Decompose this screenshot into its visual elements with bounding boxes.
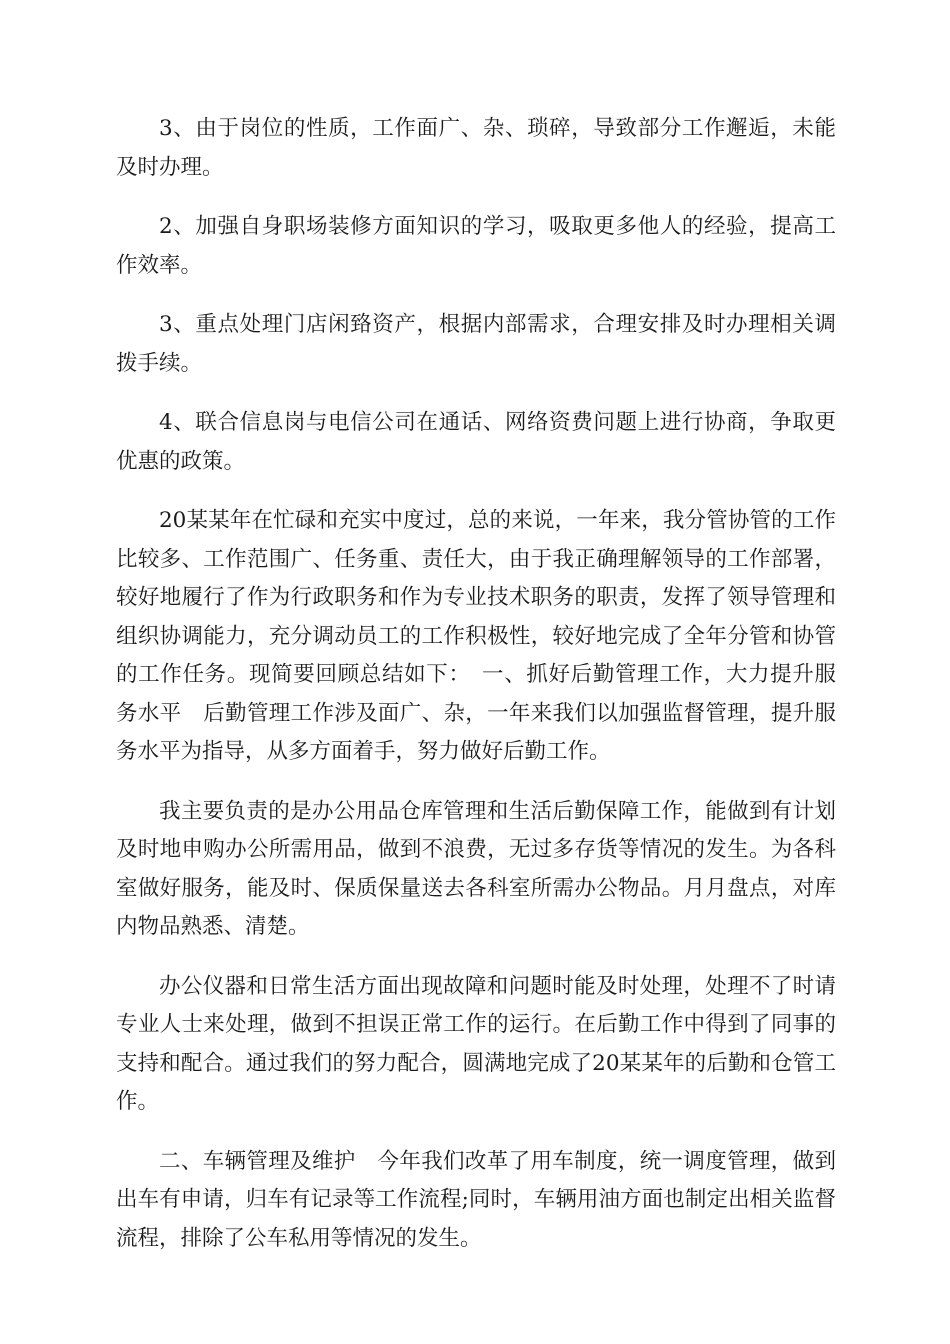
paragraph-8: 二、车辆管理及维护 今年我们改革了用车制度，统一调度管理，做到出车有申请，归车有记录等工作流程;同时，车辆用油方面也制定出相关监督流程，排除了公车私用等情况的发生。 [116,1148,836,1251]
paragraph-7: 办公仪器和日常生活方面出现故障和问题时能及时处理，处理不了时请专业人士来处理，做到不担误正常工作的运行。在后勤工作中得到了同事的支持和配合。通过我们的努力配合，圆满地完成了20某某年的后勤和仓管工作。 [116,973,836,1114]
paragraph-4: 4、联合信息岗与电信公司在通话、网络资费问题上进行协商，争取更优惠的政策。 [116,410,836,474]
paragraph-6: 我主要负责的是办公用品仓库管理和生活后勤保障工作，能做到有计划及时地申购办公所需用品，做到不浪费，无过多存货等情况的发生。为各科室做好服务，能及时、保质保量送去各科室所需办公物品。月月盘点，对库内物品熟悉、清楚。 [116,798,836,939]
paragraph-2: 2、加强自身职场装修方面知识的学习，吸取更多他人的经验，提高工作效率。 [116,214,836,278]
paragraph-1: 3、由于岗位的性质，工作面广、杂、琐碎，导致部分工作邂逅，未能及时办理。 [116,116,836,180]
paragraph-5: 20某某年在忙碌和充实中度过，总的来说，一年来，我分管协管的工作比较多、工作范围广、任务重、责任大，由于我正确理解领导的工作部署，较好地履行了作为行政职务和作为专业技术职务的职责，发挥了领导管理和组织协调能力，充分调动员工的工作积极性，较好地完成了全年分管和协管的工作任务。现简要回顾总结如下： 一、抓好后勤管理工作，大力提升服务水平 后勤管理工作涉及面广、杂，一年来我们以加强监督管理，提升服务水平为指导，从多方面着手，努力做好后勤工作。 [116,508,836,764]
document-body [116,110,836,1279]
paragraph-3: 3、重点处理门店闲臵资产，根据内部需求，合理安排及时办理相关调拨手续。 [116,312,836,376]
